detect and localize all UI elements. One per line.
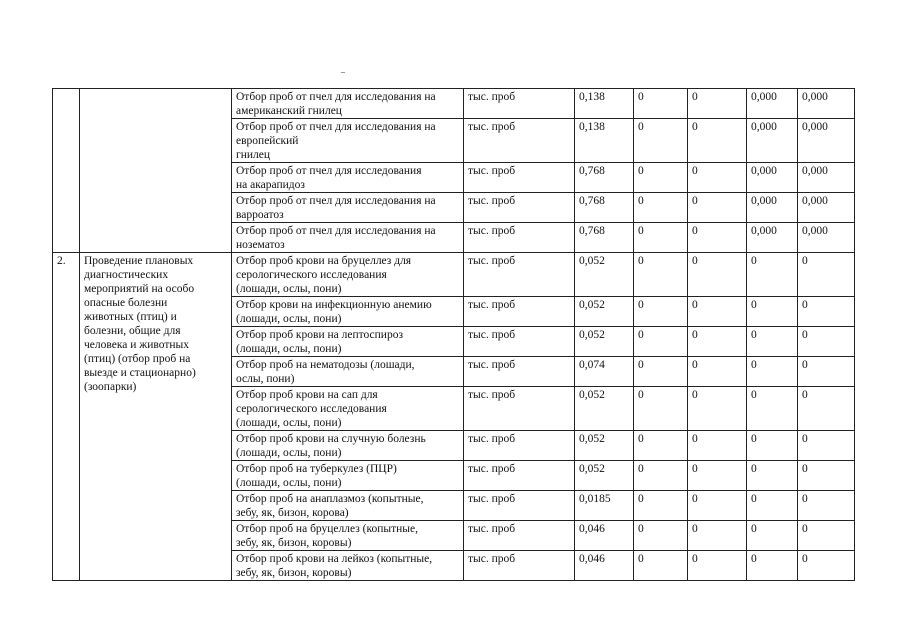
unit-cell: тыс. проб [464, 461, 575, 491]
value-cell: 0,000 [747, 223, 798, 253]
value-cell: 0 [798, 551, 855, 581]
value-cell: 0 [634, 163, 688, 193]
value-cell: 0 [688, 357, 747, 387]
sample-name-cell: Отбор проб крови на случную болезнь (лошади, ослы, пони) [232, 431, 464, 461]
sample-name-cell: Отбор проб крови на бруцеллез для серологического исследования (лошади, ослы, пони) [232, 253, 464, 297]
value-cell: 0 [688, 119, 747, 163]
value-cell: 0 [634, 387, 688, 431]
value-cell: 0 [747, 461, 798, 491]
value-cell: 0 [798, 461, 855, 491]
volume-cell: 0,138 [575, 89, 634, 119]
unit-cell: тыс. проб [464, 491, 575, 521]
value-cell: 0 [747, 297, 798, 327]
value-cell: 0 [747, 491, 798, 521]
value-cell: 0 [634, 357, 688, 387]
value-cell: 0 [688, 163, 747, 193]
value-cell: 0 [798, 327, 855, 357]
value-cell: 0,000 [747, 163, 798, 193]
value-cell: 0 [688, 521, 747, 551]
value-cell: 0 [747, 521, 798, 551]
value-cell: 0 [688, 297, 747, 327]
unit-cell: тыс. проб [464, 521, 575, 551]
sample-name-cell: Отбор проб крови на лептоспироз (лошади, ослы, пони) [232, 327, 464, 357]
value-cell: 0 [634, 223, 688, 253]
volume-cell: 0,0185 [575, 491, 634, 521]
value-cell: 0 [634, 521, 688, 551]
value-cell: 0 [634, 193, 688, 223]
value-cell: 0 [747, 253, 798, 297]
value-cell: 0 [634, 89, 688, 119]
unit-cell: тыс. проб [464, 89, 575, 119]
value-cell: 0,000 [747, 119, 798, 163]
value-cell: 0 [634, 327, 688, 357]
value-cell: 0 [747, 327, 798, 357]
value-cell: 0 [798, 357, 855, 387]
sample-name-cell: Отбор проб от пчел для исследования на акарапидоз [232, 163, 464, 193]
value-cell: 0 [634, 431, 688, 461]
value-cell: 0 [688, 223, 747, 253]
value-cell: 0 [634, 253, 688, 297]
value-cell: 0,000 [798, 193, 855, 223]
sample-name-cell: Отбор проб крови на лейкоз (копытные, зебу, як, бизон, коровы) [232, 551, 464, 581]
volume-cell: 0,046 [575, 551, 634, 581]
unit-cell: тыс. проб [464, 119, 575, 163]
value-cell: 0 [747, 431, 798, 461]
value-cell: 0 [688, 461, 747, 491]
value-cell: 0 [747, 387, 798, 431]
value-cell: 0 [798, 297, 855, 327]
scan-mark [341, 72, 345, 73]
event-cell [80, 89, 232, 253]
value-cell: 0 [688, 431, 747, 461]
unit-cell: тыс. проб [464, 297, 575, 327]
value-cell: 0 [634, 551, 688, 581]
unit-cell: тыс. проб [464, 327, 575, 357]
volume-cell: 0,052 [575, 461, 634, 491]
sample-name-cell: Отбор проб от пчел для исследования на европейский гнилец [232, 119, 464, 163]
value-cell: 0 [634, 461, 688, 491]
value-cell: 0 [688, 491, 747, 521]
table-row [53, 89, 855, 119]
value-cell: 0,000 [798, 119, 855, 163]
volume-cell: 0,768 [575, 193, 634, 223]
sample-name-cell: Отбор проб от пчел для исследования на американский гнилец [232, 89, 464, 119]
unit-cell: тыс. проб [464, 193, 575, 223]
sample-name-cell: Отбор проб от пчел для исследования на варроатоз [232, 193, 464, 223]
value-cell: 0 [688, 89, 747, 119]
value-cell: 0 [747, 357, 798, 387]
value-cell: 0 [688, 551, 747, 581]
volume-cell: 0,768 [575, 163, 634, 193]
volume-cell: 0,052 [575, 253, 634, 297]
row-number-cell [53, 89, 80, 253]
value-cell: 0 [634, 491, 688, 521]
volume-cell: 0,052 [575, 431, 634, 461]
value-cell: 0,000 [798, 223, 855, 253]
unit-cell: тыс. проб [464, 163, 575, 193]
value-cell: 0 [634, 297, 688, 327]
value-cell: 0,000 [747, 89, 798, 119]
table-row [53, 253, 855, 297]
volume-cell: 0,074 [575, 357, 634, 387]
sample-name-cell: Отбор крови на инфекционную анемию (лошади, ослы, пони) [232, 297, 464, 327]
sample-name-cell: Отбор проб на бруцеллез (копытные, зебу, як, бизон, коровы) [232, 521, 464, 551]
value-cell: 0 [798, 253, 855, 297]
volume-cell: 0,768 [575, 223, 634, 253]
unit-cell: тыс. проб [464, 223, 575, 253]
event-cell: Проведение плановых диагностических мероприятий на особо опасные болезни животных (птиц) и болезни, общие для человека и животных (птиц) (отбор проб на выезде и стационарно) (зоопарки) [80, 253, 232, 581]
value-cell: 0 [688, 253, 747, 297]
value-cell: 0 [688, 193, 747, 223]
row-number-cell: 2. [53, 253, 80, 581]
value-cell: 0,000 [747, 193, 798, 223]
value-cell: 0,000 [798, 89, 855, 119]
value-cell: 0 [798, 431, 855, 461]
volume-cell: 0,052 [575, 327, 634, 357]
sample-name-cell: Отбор проб от пчел для исследования на нозематоз [232, 223, 464, 253]
unit-cell: тыс. проб [464, 387, 575, 431]
sample-name-cell: Отбор проб на анаплазмоз (копытные, зебу, як, бизон, корова) [232, 491, 464, 521]
unit-cell: тыс. проб [464, 253, 575, 297]
value-cell: 0 [747, 551, 798, 581]
volume-cell: 0,052 [575, 387, 634, 431]
sample-name-cell: Отбор проб крови на сап для серологического исследования (лошади, ослы, пони) [232, 387, 464, 431]
sample-name-cell: Отбор проб на нематодозы (лошади, ослы, пони) [232, 357, 464, 387]
value-cell: 0 [798, 521, 855, 551]
value-cell: 0 [798, 387, 855, 431]
value-cell: 0 [688, 327, 747, 357]
unit-cell: тыс. проб [464, 551, 575, 581]
value-cell: 0 [634, 119, 688, 163]
value-cell: 0 [688, 387, 747, 431]
volume-cell: 0,052 [575, 297, 634, 327]
value-cell: 0,000 [798, 163, 855, 193]
volume-cell: 0,138 [575, 119, 634, 163]
value-cell: 0 [798, 491, 855, 521]
plan-table [52, 88, 855, 581]
volume-cell: 0,046 [575, 521, 634, 551]
sample-name-cell: Отбор проб на туберкулез (ПЦР) (лошади, ослы, пони) [232, 461, 464, 491]
unit-cell: тыс. проб [464, 357, 575, 387]
unit-cell: тыс. проб [464, 431, 575, 461]
